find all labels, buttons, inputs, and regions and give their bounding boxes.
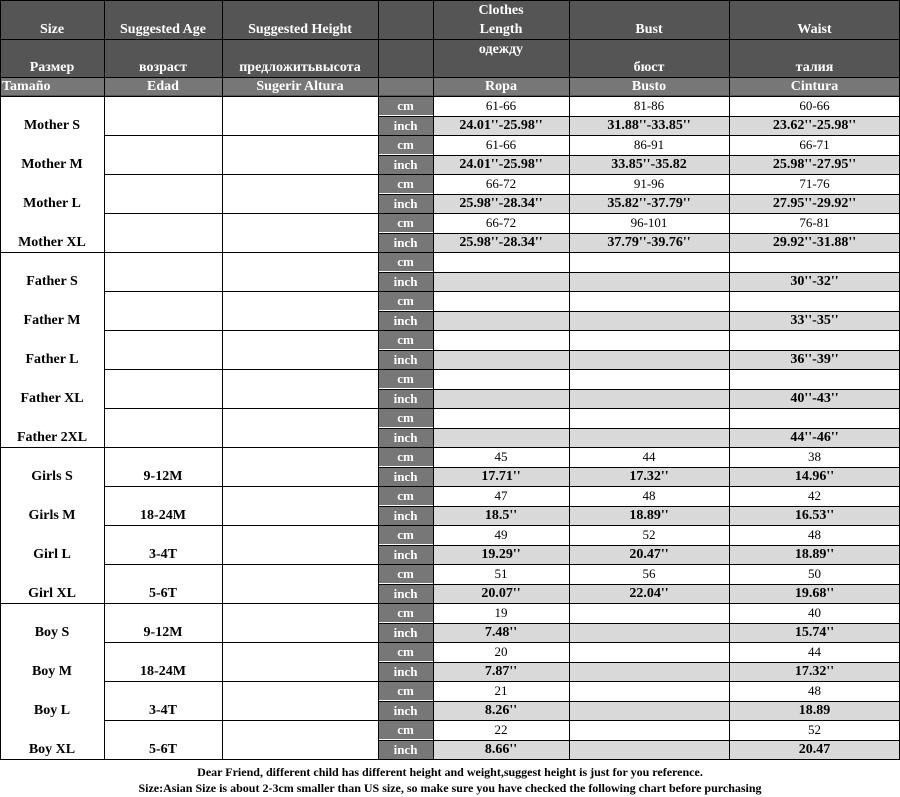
cm-value: 40 [808,605,821,620]
cm-value: 19 [494,605,508,620]
size-label: Boy XL [28,742,76,757]
cm-value: 21 [494,683,508,698]
inch-value: 18.89'' [794,547,835,562]
inch-value [433,272,569,291]
cm-value: 61-66 [485,137,517,152]
inch-value: 29.92''-31.88'' [772,235,857,250]
cm-value [569,681,729,700]
inch-value: 8.66'' [484,742,518,757]
size-label: Father M [23,313,81,328]
inch-value: 19.29'' [481,547,521,562]
cm-value: 86-91 [633,137,665,152]
unit-inch-cell: inch [378,350,433,369]
header-length-line2: Length [479,22,523,37]
cm-value: 22 [494,722,508,737]
grid-line [378,662,900,663]
grid-line [569,96,570,759]
header-size-ru: Размер [29,60,75,75]
cm-value: 47 [494,488,508,503]
grid-line [378,642,900,643]
unit-cm-cell: cm [378,603,433,622]
inch-value: 25.98''-28.34'' [459,235,543,250]
grid-line [378,330,900,331]
inch-value: 20.47 [798,742,831,757]
cm-value: 48 [808,527,821,542]
size-label: Girls S [31,469,73,484]
grid-line [0,77,900,78]
grid-line [0,96,104,97]
grid-line [0,447,104,448]
cm-value: 49 [494,527,508,542]
cm-value [569,408,729,427]
grid-line [729,96,730,759]
grid-line [729,0,730,96]
unit-inch-cell: inch [378,194,433,213]
cm-value: 66-72 [485,215,517,230]
grid-line [378,194,900,195]
unit-cm-cell: cm [378,213,433,232]
grid-line [104,681,378,682]
cm-value: 60-66 [799,98,830,113]
grid-line [378,623,900,624]
header-length-line1: Clothes [478,3,524,18]
cm-value: 42 [808,488,821,503]
cm-value [569,603,729,622]
grid-line [378,720,900,721]
unit-cm-cell: cm [378,291,433,310]
size-label: Girl XL [28,586,76,601]
cm-value [433,330,569,349]
grid-line [378,213,900,214]
cm-value: 20 [494,644,508,659]
cm-value [569,291,729,310]
inch-value: 44''-46'' [790,430,839,445]
cm-value [433,408,569,427]
grid-line [378,272,900,273]
grid-line [104,252,378,253]
inch-value: 35.82''-37.79'' [607,196,691,211]
cm-value: 56 [642,566,656,581]
size-label: Boy M [31,664,73,679]
unit-inch-cell: inch [378,272,433,291]
grid-line [433,0,434,96]
unit-cm-cell: cm [378,252,433,271]
cm-value [569,330,729,349]
cm-value [729,291,900,310]
grid-line [569,0,570,96]
unit-cm-cell: cm [378,681,433,700]
grid-line [0,39,900,40]
grid-line [104,369,378,370]
grid-line [104,408,378,409]
unit-inch-cell: inch [378,311,433,330]
unit-cm-cell: cm [378,447,433,466]
unit-cm-cell: cm [378,720,433,739]
unit-cm-cell: cm [378,174,433,193]
cm-value: 66-71 [799,137,830,152]
age-label: 18-24M [140,508,186,523]
size-label: Boy S [34,625,70,640]
size-label: Mother S [23,118,81,133]
unit-cm-cell: cm [378,96,433,115]
header-height-es: Sugerir Altura [256,79,344,94]
cm-value [729,252,900,271]
inch-value: 25.98''-28.34'' [459,196,543,211]
grid-line [378,155,900,156]
grid-line [378,486,900,487]
grid-line [378,96,900,97]
grid-line [104,0,105,96]
grid-line [104,603,378,604]
inch-value [433,350,569,369]
header-waist: Waist [797,22,832,37]
inch-value [569,428,729,447]
inch-value: 24.01''-25.98'' [459,157,543,172]
grid-line [378,252,900,253]
grid-line [378,408,900,409]
header-age: Suggested Age [120,22,206,37]
grid-line [104,135,378,136]
inch-value: 8.26'' [484,703,518,718]
inch-value [569,272,729,291]
cm-value [729,408,900,427]
inch-value: 31.88''-33.85'' [607,118,691,133]
cm-value [729,330,900,349]
inch-value [569,350,729,369]
grid-line [378,291,900,292]
inch-value: 33''-35'' [790,313,839,328]
grid-line [378,525,900,526]
inch-value: 22.04'' [629,586,669,601]
grid-line [378,564,900,565]
cm-value [433,369,569,388]
grid-line [104,564,378,565]
grid-line [104,330,378,331]
inch-value: 14.96'' [794,469,835,484]
grid-line [378,233,900,234]
size-label: Father S [26,274,78,289]
unit-cm-cell: cm [378,369,433,388]
grid-line [378,350,900,351]
grid-line [104,525,378,526]
cm-value [569,369,729,388]
header-bust: Bust [635,22,663,37]
cm-value: 61-66 [485,98,517,113]
footer-note-1: Dear Friend, different child has different height and weight,suggest height is just for you reference. [197,765,703,779]
inch-value: 27.95''-29.92'' [772,196,857,211]
size-label: Girls M [28,508,76,523]
cm-value: 38 [808,449,821,464]
inch-value: 20.47'' [629,547,669,562]
cm-value [729,369,900,388]
cm-value [569,642,729,661]
age-label: 9-12M [143,469,183,484]
header-height-ru: предложитьвысота [239,60,361,75]
grid-line [378,96,379,759]
inch-value: 30''-32'' [790,274,839,289]
cm-value: 48 [808,683,821,698]
header-age-es: Edad [147,79,179,94]
grid-line [378,701,900,702]
size-label: Girl L [33,547,71,562]
unit-cm-cell: cm [378,642,433,661]
grid-line [378,740,900,741]
inch-value [569,701,729,720]
header-waist-ru: талия [795,60,834,75]
grid-line [378,116,900,117]
grid-line [378,603,900,604]
grid-line [378,467,900,468]
inch-value: 18.5'' [484,508,518,523]
grid-line [378,135,900,136]
age-label: 5-6T [149,586,177,601]
unit-cm-cell: cm [378,135,433,154]
inch-value: 7.87'' [484,664,518,679]
cm-value: 51 [494,566,508,581]
header-size: Size [39,22,65,37]
cm-value: 71-76 [799,176,830,191]
inch-value [569,623,729,642]
unit-inch-cell: inch [378,428,433,447]
unit-inch-cell: inch [378,545,433,564]
cm-value: 76-81 [799,215,830,230]
inch-value: 17.71'' [481,469,521,484]
inch-value: 20.07'' [481,586,521,601]
cm-value: 52 [808,722,821,737]
header-bust-es: Busto [631,79,667,94]
age-label: 3-4T [149,547,177,562]
grid-line [378,369,900,370]
inch-value: 25.98''-27.95'' [772,157,857,172]
grid-line [104,96,378,97]
age-label: 18-24M [140,664,186,679]
cm-value [569,720,729,739]
inch-value: 36''-39'' [790,352,839,367]
cm-value: 45 [494,449,508,464]
inch-value: 24.01''-25.98'' [459,118,543,133]
grid-line [433,96,434,759]
inch-value [569,662,729,681]
inch-value [569,389,729,408]
size-label: Boy L [33,703,71,718]
cm-value: 81-86 [633,98,665,113]
inch-value [433,428,569,447]
unit-inch-cell: inch [378,584,433,603]
grid-line [222,0,223,96]
grid-line [222,96,223,759]
header-size-es: Tamaño [2,79,51,94]
grid-line [104,642,378,643]
unit-cm-cell: cm [378,564,433,583]
grid-line [104,486,378,487]
size-label: Father L [25,352,79,367]
inch-value: 18.89'' [629,508,669,523]
unit-inch-cell: inch [378,701,433,720]
grid-line [104,291,378,292]
inch-value [433,389,569,408]
unit-inch-cell: inch [378,155,433,174]
grid-line [378,506,900,507]
inch-value [433,311,569,330]
header-bust-ru: бюст [633,60,665,75]
grid-line [104,720,378,721]
grid-line [378,545,900,546]
cm-value [569,252,729,271]
unit-inch-cell: inch [378,467,433,486]
table-body [0,96,900,760]
unit-cm-cell: cm [378,486,433,505]
inch-value: 33.85''-35.82 [611,157,687,172]
cm-value: 44 [642,449,656,464]
grid-line [0,0,900,1]
cm-value: 66-72 [485,176,517,191]
size-label: Mother M [21,157,83,172]
unit-inch-cell: inch [378,740,433,759]
inch-value: 15.74'' [794,625,835,640]
grid-line [0,96,1,759]
age-label: 9-12M [143,625,183,640]
unit-cm-cell: cm [378,408,433,427]
header-height: Suggested Height [248,22,352,37]
inch-value: 19.68'' [794,586,835,601]
grid-line [0,252,104,253]
unit-inch-cell: inch [378,233,433,252]
cm-value [433,252,569,271]
inch-value: 23.62''-25.98'' [772,118,857,133]
grid-line [104,96,105,759]
header-waist-es: Cintura [790,79,839,94]
header-age-ru: возраст [139,60,187,75]
size-label: Mother L [23,196,81,211]
grid-line [0,0,1,96]
inch-value: 17.32'' [794,664,835,679]
inch-value [569,311,729,330]
grid-line [378,447,900,448]
inch-value: 7.48'' [484,625,518,640]
unit-inch-cell: inch [378,506,433,525]
size-label: Father XL [20,391,84,406]
cm-value: 44 [808,644,821,659]
footer-notes [0,760,900,797]
grid-line [378,428,900,429]
header-length-ru: одежду [478,42,524,57]
inch-value: 17.32'' [629,469,669,484]
grid-line [378,0,379,96]
header-length-es: Ropa [485,79,517,94]
size-label: Mother XL [18,235,86,250]
unit-inch-cell: inch [378,662,433,681]
table-header [0,0,900,96]
unit-cm-cell: cm [378,525,433,544]
grid-line [378,584,900,585]
footer-note-2: Size:Asian Size is about 2-3cm smaller than US size, so make sure you have checked the following chart before purchasing [138,781,762,795]
grid-line [104,174,378,175]
inch-value: 16.53'' [794,508,835,523]
age-label: 5-6T [149,742,177,757]
cm-value: 48 [642,488,656,503]
cm-value [433,291,569,310]
inch-value [569,740,729,759]
inch-value: 18.89 [798,703,831,718]
grid-line [104,447,378,448]
grid-line [378,389,900,390]
size-label: Father 2XL [16,430,88,445]
unit-inch-cell: inch [378,623,433,642]
grid-line [104,213,378,214]
unit-cm-cell: cm [378,330,433,349]
grid-line [378,174,900,175]
age-label: 3-4T [149,703,177,718]
inch-value: 37.79''-39.76'' [607,235,691,250]
grid-line [378,311,900,312]
cm-value: 52 [642,527,656,542]
cm-value: 91-96 [633,176,665,191]
inch-value: 40''-43'' [790,391,839,406]
cm-value: 50 [808,566,821,581]
grid-line [378,681,900,682]
cm-value: 96-101 [630,215,668,230]
grid-line [0,603,104,604]
unit-inch-cell: inch [378,389,433,408]
unit-inch-cell: inch [378,116,433,135]
